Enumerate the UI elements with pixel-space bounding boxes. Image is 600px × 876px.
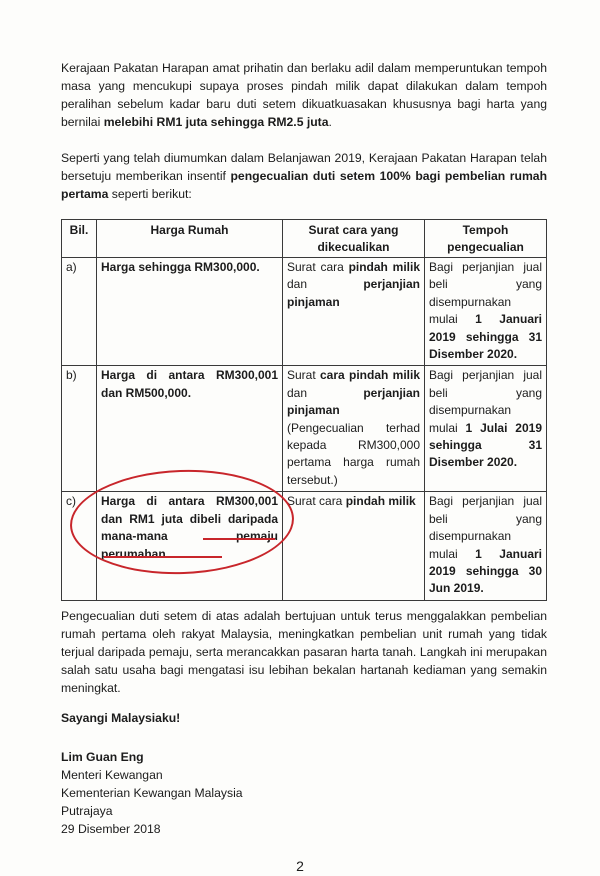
row-period (425, 492, 547, 600)
period-dates: 1 Januari 2019 sehingga 31 Disember 2020. (429, 312, 542, 362)
row-price: Harga sehingga RM300,000. (97, 258, 283, 366)
intro-end: . (328, 115, 332, 129)
period-text: Bagi perjanjian jual beli yang disempurnakan mulai (429, 260, 542, 327)
instrument-note: (Pengecualian terhad kepada RM300,000 pertama harga rumah tersebut.) (287, 420, 420, 487)
row-price: Harga di antara RM300,001 dan RM1 juta dibeli daripada mana-mana pemaju perumahan (97, 492, 283, 600)
row-instrument (283, 366, 425, 492)
period-dates: 1 Julai 2019 sehingga 31 Disember 2020. (429, 420, 542, 470)
closing-greeting: Sayangi Malaysiaku! (61, 711, 181, 725)
instrument-text: dan (287, 385, 364, 400)
red-underline-annotation (104, 556, 222, 558)
instrument-text: Surat cara (287, 494, 346, 509)
instrument-text: Surat (287, 368, 320, 383)
row-instrument (283, 492, 425, 600)
row-instrument (283, 258, 425, 366)
intro-text: Kerajaan Pakatan Harapan amat prihatin dan berlaku adil dalam memperuntukan tempoh masa yang mencukupi supaya proses pindah milik dapat dilakukan dalam tempoh peralihan sebelum kadar baru duti setem dikuatkuasakan khususnya bagi harta yang bernilai (61, 61, 547, 129)
period-text: Bagi perjanjian jual beli yang disempurnakan mulai (429, 494, 542, 561)
budget-exemption: pengecualian duti setem 100% bagi pembelian rumah pertama (61, 169, 548, 201)
row-no: b) (62, 366, 97, 492)
red-underline-annotation (203, 538, 275, 540)
intro-value-range: melebihi RM1 juta sehingga RM2.5 juta (103, 115, 329, 129)
conclusion-paragraph: Pengecualian duti setem di atas adalah bertujuan untuk terus menggalakkan pembelian rumah pertama oleh rakyat Malaysia, meningkatkan pembelian unit rumah yang tidak terjual daripada pemaju, serta merancakkan pasaran harta tanah. Langkah ini merupakan salah satu usaha bagi mengatasi isu lebihan bekalan hartanah kediaman yang semakin meningkat. (61, 609, 547, 695)
row-period (425, 366, 547, 492)
signatory-name: Lim Guan Eng (61, 750, 144, 764)
budget-end: seperti berikut: (108, 187, 192, 201)
header-instrument: Surat cara yang dikecualikan (283, 220, 425, 258)
instrument-text: dan (287, 277, 364, 292)
period-text: Bagi perjanjian jual beli yang disempurnakan mulai (429, 368, 542, 435)
instrument-bold: perjanjian pinjaman (287, 385, 420, 418)
table-row (62, 258, 547, 366)
row-price: Harga di antara RM300,001 dan RM500,000. (97, 366, 283, 492)
signatory-ministry: Kementerian Kewangan Malaysia (61, 786, 243, 800)
intro-paragraph (61, 59, 547, 131)
document-date: 29 Disember 2018 (61, 822, 161, 836)
header-period: Tempoh pengecualian (425, 220, 547, 258)
page-number: 2 (296, 858, 304, 874)
instrument-text: Surat cara (287, 260, 349, 274)
instrument-bold: pindah milik (348, 260, 420, 274)
row-period (425, 258, 547, 366)
signatory-title: Menteri Kewangan (61, 768, 163, 782)
row-no: a) (62, 258, 97, 366)
period-dates: 1 Januari 2019 sehingga 30 Jun 2019. (429, 546, 542, 596)
instrument-bold: pindah milik (345, 494, 416, 509)
header-price: Harga Rumah (97, 220, 283, 258)
instrument-bold: perjanjian pinjaman (287, 277, 420, 309)
budget-text: Seperti yang telah diumumkan dalam Belanjawan 2019, Kerajaan Pakatan Harapan telah bersetuju memberikan insentif (61, 151, 547, 183)
header-no: Bil. (62, 220, 97, 258)
row-no: c) (62, 492, 97, 600)
budget-paragraph (61, 149, 547, 203)
signatory-place: Putrajaya (61, 804, 113, 818)
instrument-bold: cara pindah milik (320, 368, 420, 383)
table-row (62, 366, 547, 492)
table-header-row (62, 220, 547, 258)
